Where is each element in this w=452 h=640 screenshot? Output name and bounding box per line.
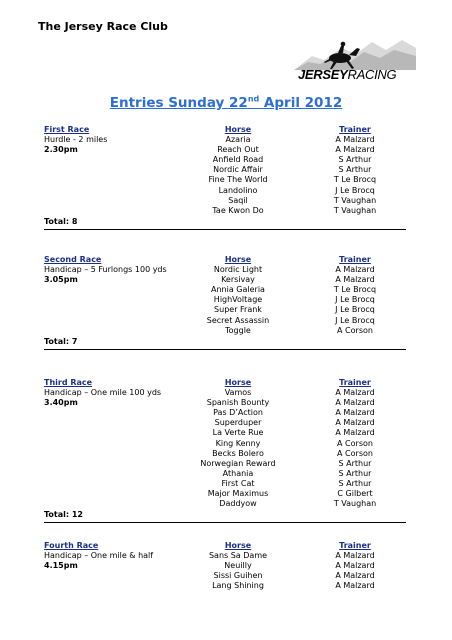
entry-row [44,275,406,285]
horse-name: Becks Bolero [212,448,264,458]
horse-name: Saqil [228,195,248,205]
race-name: First Race [44,125,90,134]
race-block [44,378,406,520]
trainer-name: J Le Brocq [335,295,375,305]
entry-row [44,449,406,459]
club-title: The Jersey Race Club [38,20,168,33]
trainer-name: A Malzard [335,398,375,408]
trainer-name: S Arthur [338,155,372,165]
horse-name: Anfield Road [212,155,264,165]
logo-text-racing: RACING [347,67,397,82]
entry-row [44,489,406,499]
entry-row [44,408,406,418]
heading-rest: April 2012 [259,95,343,111]
horse-name: Kersivay [221,275,255,285]
section-divider [44,349,406,350]
horse-name: Toggle [225,325,251,335]
trainer-name: T Vaughan [333,205,377,215]
trainer-name: A Malzard [335,428,375,438]
trainer-name: S Arthur [338,468,372,478]
entry-row [44,479,406,489]
horse-name: Sissi Guihen [213,571,263,581]
entry-row [44,428,406,438]
entry-row [44,175,406,185]
trainer-name: A Malzard [335,408,375,418]
entry-row [44,459,406,469]
horse-name: Sans Sa Dame [208,551,268,561]
race-total: Total: 12 [44,510,83,520]
entry-row [44,581,406,591]
trainer-name: A Malzard [335,551,375,561]
horse-column-header: Horse [224,541,252,550]
entry-row [44,135,406,145]
logo-text-jersey: JERSEY [298,67,348,82]
horse-name: First Cat [221,478,255,488]
horse-column-header: Horse [224,255,252,264]
race-block [44,125,406,227]
horse-name: Azaria [225,135,251,145]
horse-name: Reach Out [217,145,259,155]
horse-name: Tae Kwon Do [212,205,264,215]
race-block [44,255,406,347]
horse-name: HighVoltage [213,295,263,305]
trainer-name: S Arthur [338,165,372,175]
trainer-name: S Arthur [338,458,372,468]
trainer-name: J Le Brocq [335,315,375,325]
entry-row [44,326,406,336]
entry-row [44,165,406,175]
trainer-name: J Le Brocq [335,305,375,315]
entry-row [44,305,406,315]
race-time: 2.30pm [44,145,78,155]
trainer-name: A Malzard [335,135,375,145]
trainer-column-header: Trainer [339,255,371,264]
entry-row [44,155,406,165]
horse-name: Pas D’Action [213,408,263,418]
horse-and-jockey-logo-icon [294,36,416,70]
entry-row [44,388,406,398]
trainer-name: T Le Brocq [333,285,377,295]
trainer-name: A Malzard [335,275,375,285]
entry-row [44,316,406,326]
entry-row [44,206,406,216]
trainer-name: A Malzard [335,571,375,581]
entry-row [44,265,406,275]
horse-name: King Kenny [215,438,261,448]
trainer-name: A Corson [337,438,373,448]
horse-name: Secret Assassin [206,315,270,325]
horse-name: Daddyow [219,499,257,509]
trainer-column-header: Trainer [339,125,371,134]
trainer-name: A Malzard [335,265,375,275]
horse-name: Major Maximus [207,489,269,499]
entry-row [44,551,406,561]
trainer-name: T Le Brocq [333,175,377,185]
trainer-name: C Gilbert [337,489,373,499]
logo-wordmark [298,67,414,82]
race-header-row [44,125,406,135]
entry-row [44,398,406,408]
entry-row [44,439,406,449]
horse-name: Athania [222,468,254,478]
trainer-name: A Malzard [335,145,375,155]
race-total: Total: 7 [44,336,78,346]
trainer-name: J Le Brocq [335,185,375,195]
trainer-name: T Vaughan [333,499,377,509]
entry-row [44,186,406,196]
entry-row [44,418,406,428]
race-header-row [44,541,406,551]
trainer-name: A Corson [337,448,373,458]
horse-name: Nordic Light [213,265,263,275]
heading-prefix: Entries Sunday 22 [109,95,248,111]
entry-row [44,469,406,479]
entry-row [44,561,406,571]
race-header-row [44,378,406,388]
horse-name: Norwegian Reward [200,458,276,468]
horse-name: Superduper [214,418,262,428]
race-name: Second Race [44,255,102,264]
race-time: 4.15pm [44,561,78,571]
horse-column-header: Horse [224,125,252,134]
race-type: Handicap – One mile & half [44,551,154,561]
race-type: Handicap – 5 Furlongs 100 yds [44,265,167,275]
race-type: Handicap – One mile 100 yds [44,388,162,398]
horse-name: Neuilly [224,561,252,571]
horse-name: La Verte Rue [212,428,264,438]
trainer-name: A Malzard [335,561,375,571]
race-total: Total: 8 [44,216,78,226]
trainer-name: A Corson [337,325,373,335]
trainer-column-header: Trainer [339,378,371,387]
entry-row [44,285,406,295]
race-time: 3.40pm [44,398,78,408]
jersey-racing-logo [294,36,416,92]
trainer-name: A Malzard [335,581,375,591]
horse-column-header: Horse [224,378,252,387]
horse-name: Landolino [218,185,258,195]
race-name: Fourth Race [44,541,99,550]
entry-row [44,295,406,305]
entry-row [44,196,406,206]
race-type: Hurdle - 2 miles [44,135,108,145]
race-header-row [44,255,406,265]
section-divider [44,229,406,230]
trainer-name: A Malzard [335,388,375,398]
heading-ordinal: nd [247,94,260,104]
trainer-name: S Arthur [338,478,372,488]
section-divider [44,522,406,523]
horse-name: Super Frank [214,305,262,315]
entry-row [44,499,406,509]
entry-row [44,145,406,155]
race-name: Third Race [44,378,93,387]
page-heading [0,95,452,111]
trainer-name: A Malzard [335,418,375,428]
trainer-name: T Vaughan [333,195,377,205]
horse-name: Annia Galeria [211,285,265,295]
entry-row [44,571,406,581]
trainer-column-header: Trainer [339,541,371,550]
horse-name: Lang Shining [212,581,264,591]
race-time: 3.05pm [44,275,78,285]
horse-name: Fine The World [208,175,268,185]
horse-name: Spanish Bounty [206,398,270,408]
horse-name: Nordic Affair [213,165,263,175]
horse-name: Vamos [224,388,252,398]
race-block [44,541,406,591]
